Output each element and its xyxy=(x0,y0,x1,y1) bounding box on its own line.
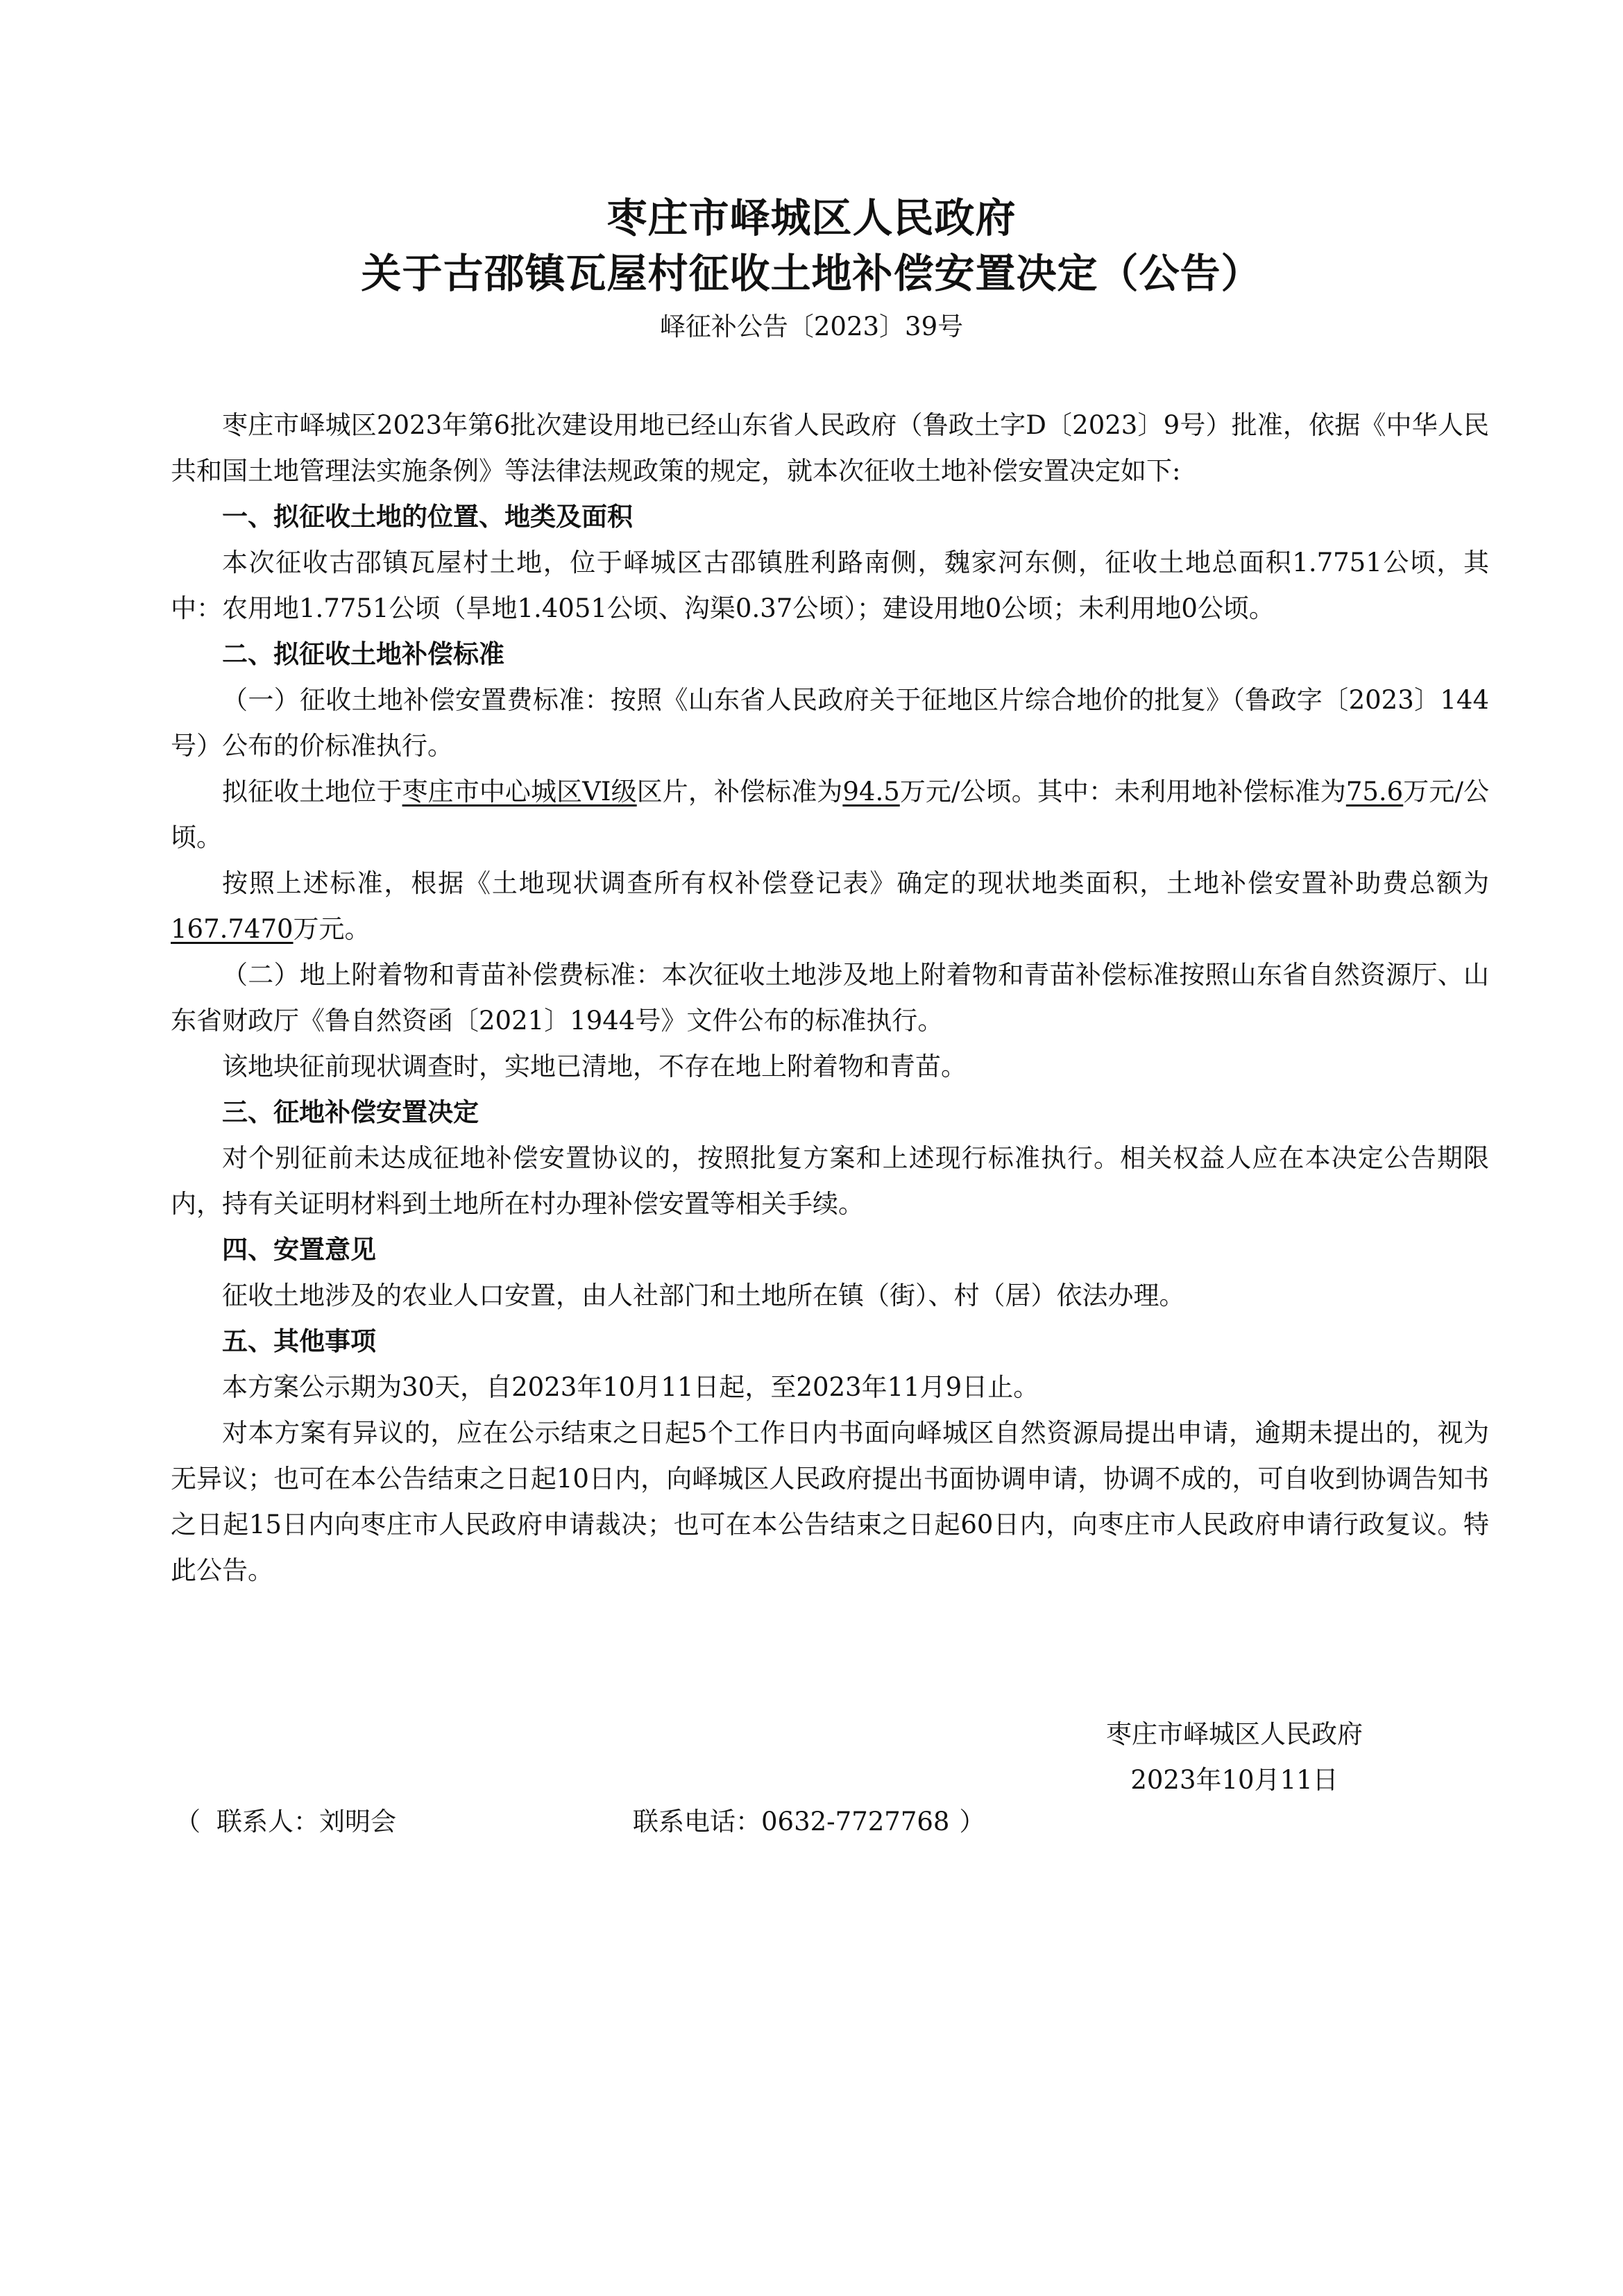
signature-date: 2023年10月11日 xyxy=(1130,1765,1339,1795)
section-2-paragraph-1: （一）征收土地补偿安置费标准：按照《山东省人民政府关于征地区片综合地价的批复》（鲁政字〔2023〕144号）公布的价标准执行。 xyxy=(171,685,1489,761)
section-5-heading: 五、其他事项 xyxy=(222,1326,376,1356)
section-2-paragraph-5: 该地块征前现状调查时，实地已清地，不存在地上附着物和青苗。 xyxy=(222,1052,967,1081)
contact-person: 联系人：刘明会 xyxy=(216,1807,396,1837)
text-fragment: 万元/公顷。 xyxy=(171,777,1490,852)
section-4-heading: 四、安置意见 xyxy=(222,1235,376,1265)
text-fragment: 万元。 xyxy=(293,914,371,944)
section-5-paragraph-2: 对本方案有异议的，应在公示结束之日起5个工作日内书面向峄城区自然资源局提出申请，逾期未提出的，视为无异议；也可在本公告结束之日起10日内，向峄城区人民政府提出书面协调申请，协调不成的，可自收到协调告知书之日起15日内向枣庄市人民政府申请裁决；也可在本公告结束之日起60日内，向枣庄市人民政府申请行政复议。特此公告。 xyxy=(171,1418,1489,1585)
compensation-standard: 94.5 xyxy=(842,777,900,807)
document-body xyxy=(171,403,1489,1594)
area-grade: 枣庄市中心城区VI级 xyxy=(402,777,637,807)
section-2-paragraph-2 xyxy=(171,769,1489,861)
contact-phone: 联系电话：0632-7727768 xyxy=(633,1807,950,1837)
section-3-heading: 三、征地补偿安置决定 xyxy=(222,1097,479,1127)
title-line-2: 关于古邵镇瓦屋村征收土地补偿安置决定（公告） xyxy=(361,250,1262,297)
section-4-paragraph: 征收土地涉及的农业人口安置，由人社部门和土地所在镇（街）、村（居）依法办理。 xyxy=(222,1281,1185,1310)
section-3-paragraph: 对个别征前未达成征地补偿安置协议的，按照批复方案和上述现行标准执行。相关权益人应在本决定公告期限内，持有关证明材料到土地所在村办理补偿安置等相关手续。 xyxy=(171,1143,1489,1219)
unused-land-standard: 75.6 xyxy=(1345,777,1404,807)
document-number: 峄征补公告〔2023〕39号 xyxy=(659,312,964,341)
text-fragment: 万元/公顷。其中：未利用地补偿标准为 xyxy=(899,777,1346,807)
section-1-heading: 一、拟征收土地的位置、地类及面积 xyxy=(222,502,633,532)
intro-paragraph: 枣庄市峄城区2023年第6批次建设用地已经山东省人民政府（鲁政土字D〔2023〕9号）批准，依据《中华人民共和国土地管理法实施条例》等法律法规政策的规定，就本次征收土地补偿安置决定如下: xyxy=(171,410,1489,486)
contact-open-paren: （ xyxy=(175,1807,201,1837)
section-5-paragraph-1: 本方案公示期为30天，自2023年10月11日起，至2023年11月9日止。 xyxy=(222,1372,1039,1402)
signature-block xyxy=(992,1712,1477,1803)
section-2-paragraph-4: （二）地上附着物和青苗补偿费标准：本次征收土地涉及地上附着物和青苗补偿标准按照山东省自然资源厅、山东省财政厅《鲁自然资函〔2021〕1944号》文件公布的标准执行。 xyxy=(171,960,1489,1036)
text-fragment: 区片，补偿标准为 xyxy=(636,777,843,807)
text-fragment: 按照上述标准，根据《土地现状调查所有权补偿登记表》确定的现状地类面积，土地补偿安置补助费总额为 xyxy=(222,868,1489,898)
section-2-paragraph-3 xyxy=(171,861,1489,952)
section-2-heading: 二、拟征收土地补偿标准 xyxy=(222,639,504,669)
text-fragment: 拟征收土地位于 xyxy=(222,777,402,807)
total-compensation: 167.7470 xyxy=(171,914,294,944)
signature-org: 枣庄市峄城区人民政府 xyxy=(1106,1719,1363,1749)
contact-close-paren: ） xyxy=(959,1807,985,1837)
section-1-paragraph: 本次征收古邵镇瓦屋村土地，位于峄城区古邵镇胜利路南侧，魏家河东侧，征收土地总面积1.7751公顷，其中：农用地1.7751公顷（旱地1.4051公顷、沟渠0.37公顷）；建设用地0公顷；未利用地0公顷。 xyxy=(171,548,1489,623)
contact-info xyxy=(175,1805,985,1839)
title-line-1: 枣庄市峄城区人民政府 xyxy=(606,194,1017,242)
